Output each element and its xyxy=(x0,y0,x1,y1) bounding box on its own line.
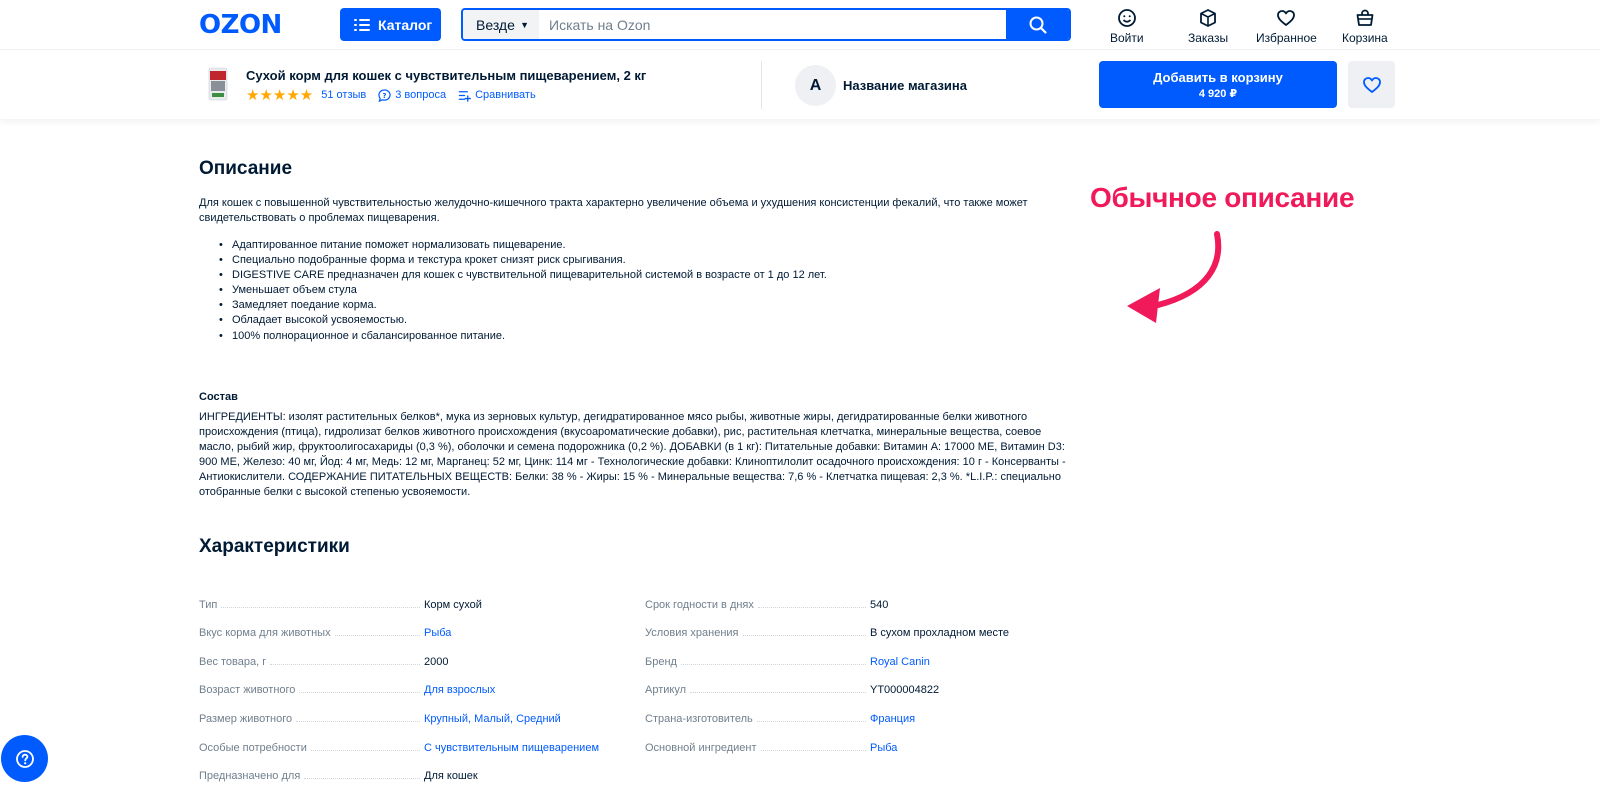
table-row xyxy=(199,611,599,640)
char-value: В сухом прохладном месте xyxy=(870,627,1010,640)
char-key: Предназначено для xyxy=(199,770,301,783)
nav-label: Заказы xyxy=(1188,31,1229,45)
dotted-leader xyxy=(296,721,420,722)
char-value: 540 xyxy=(870,598,889,611)
search-scope-value: Везде xyxy=(476,16,515,33)
question-circle-icon xyxy=(15,749,35,769)
composition-heading: Состав xyxy=(199,391,238,403)
list-icon xyxy=(354,18,370,32)
list-item: • 100% полнорационное и сбалансированное питание. xyxy=(219,329,1079,344)
questions-link[interactable] xyxy=(378,89,446,102)
bag-icon xyxy=(1355,8,1375,28)
heart-icon xyxy=(1362,75,1382,95)
divider xyxy=(761,61,762,109)
chevron-down-icon: ▼ xyxy=(520,19,529,30)
characteristics-left-column xyxy=(199,582,599,782)
dotted-leader xyxy=(758,607,866,608)
dotted-leader xyxy=(757,721,866,722)
char-value-link[interactable]: Рыба xyxy=(870,741,898,754)
catalog-button[interactable] xyxy=(340,8,441,41)
char-key: Страна-изготовитель xyxy=(645,712,753,725)
char-value: Для кошек xyxy=(424,770,478,783)
char-key: Вес товара, г xyxy=(199,655,267,668)
char-value-link[interactable]: Крупный, Малый, Средний xyxy=(424,712,561,725)
dotted-leader xyxy=(304,778,420,779)
svg-text:?: ? xyxy=(382,91,387,100)
dotted-leader xyxy=(311,750,420,751)
search-bar xyxy=(461,8,1071,41)
table-row xyxy=(645,639,1009,668)
site-header xyxy=(0,0,1600,50)
table-row xyxy=(645,611,1009,640)
char-key: Бренд xyxy=(645,655,677,668)
nav-cart[interactable] xyxy=(1342,8,1388,45)
characteristics-heading: Характеристики xyxy=(199,536,350,557)
rating-stars: ★★★★★ xyxy=(246,87,314,104)
price: 4 920 ₽ xyxy=(1198,87,1238,100)
ozon-logo[interactable]: OZON xyxy=(199,10,282,40)
dotted-leader xyxy=(299,692,420,693)
shop-name[interactable]: Название магазина xyxy=(843,78,967,93)
nav-orders[interactable] xyxy=(1188,8,1228,45)
list-item: • Уменьшает объем стула xyxy=(219,283,1079,298)
box-icon xyxy=(1198,8,1218,28)
search-button[interactable] xyxy=(1006,10,1069,39)
table-row xyxy=(199,639,599,668)
help-button[interactable] xyxy=(1,735,48,782)
char-key: Артикул xyxy=(645,684,687,697)
dotted-leader xyxy=(221,607,420,608)
char-key: Тип xyxy=(199,598,218,611)
nav-label: Войти xyxy=(1110,31,1144,45)
search-scope-select[interactable] xyxy=(463,10,539,39)
annotation-label: Обычное описание xyxy=(1090,182,1355,213)
add-to-favorites-button[interactable] xyxy=(1348,61,1395,108)
nav-favorites[interactable] xyxy=(1256,8,1317,45)
product-meta xyxy=(246,86,548,104)
dotted-leader xyxy=(270,664,420,665)
nav-label: Корзина xyxy=(1342,31,1388,45)
reviews-label: 51 отзыв xyxy=(321,89,367,101)
char-value-link[interactable]: С чувствительным пищеварением xyxy=(424,741,600,754)
list-item: • Замедляет поедание корма. xyxy=(219,298,1079,313)
product-thumbnail[interactable] xyxy=(208,67,228,101)
char-value-link[interactable]: Рыба xyxy=(424,627,452,640)
char-key: Возраст животного xyxy=(199,684,296,697)
dotted-leader xyxy=(690,692,866,693)
characteristics-right-column xyxy=(645,582,1009,754)
table-row xyxy=(199,696,599,725)
search-input[interactable] xyxy=(539,10,1006,39)
table-row xyxy=(645,696,1009,725)
dotted-leader xyxy=(335,635,420,636)
table-row xyxy=(645,725,1009,754)
composition-text: ИНГРЕДИЕНТЫ: изолят растительных белков*, мука из зерновых культур, дегидратированное мясо рыбы, животные жиры, дегидратированные белки животного происхождения (птица), гидролизат белков животного происхождения (вкусоароматические добавки), рис, растительная клетчатка, минеральные вещества, соевое масло, рыбий жир, фруктоолигосахариды (0,3 %), оболочки и семена подорожника (0,2 %). ДОБАВКИ (в 1 кг): Питательные добавки: Витамин A: 17000 МЕ, Витамин D3: 900 МЕ, Железо: 40 мг, Йод: 4 мг, Медь: 12 мг, Марганец: 52 мг, Цинк: 114 мг - Технологические добавки: Клиноптилолит осадочного происхождения: 10 г - Консерванты - Антиокислители. СОДЕРЖАНИЕ ПИТАТЕЛЬНЫХ ВЕЩЕСТВ: Белки: 38 % - Жиры: 15 % - Минеральные вещества: 7,6 % - Клетчатка пищевая: 2,3 %. *L.I.P.: специально отобранные белки с высокой степенью усвояемости. xyxy=(199,411,1066,499)
list-item: • Обладает высокой усвояемостью. xyxy=(219,313,1079,328)
list-item: • Адаптированное питание поможет нормализовать пищеварение. xyxy=(219,238,1079,253)
shop-avatar[interactable]: A xyxy=(795,65,836,106)
table-row xyxy=(645,582,1009,611)
compare-label: Сравнивать xyxy=(475,89,536,101)
compare-link[interactable] xyxy=(458,89,536,102)
catalog-label: Каталог xyxy=(378,16,433,33)
char-value: 2000 xyxy=(424,655,449,668)
add-to-cart-button[interactable] xyxy=(1099,61,1337,108)
dotted-leader xyxy=(761,750,866,751)
dotted-leader xyxy=(743,635,866,636)
user-icon xyxy=(1117,8,1137,28)
nav-login[interactable] xyxy=(1110,8,1144,45)
table-row xyxy=(199,754,599,783)
table-row xyxy=(199,582,599,611)
description-intro: Для кошек с повышенной чувствительностью желудочно-кишечного тракта характерно увеличение объема и ухудшения консистенции фекалий, что также может свидетельствовать о проблемах пищеварения. xyxy=(199,197,1028,224)
table-row xyxy=(199,668,599,697)
product-title: Сухой корм для кошек с чувствительным пищеварением, 2 кг xyxy=(246,68,647,83)
char-key: Вкус корма для животных xyxy=(199,627,331,640)
char-key: Условия хранения xyxy=(645,627,739,640)
question-bubble-icon xyxy=(378,89,391,102)
char-key: Основной ингредиент xyxy=(645,741,757,754)
list-item: • DIGESTIVE CARE предназначен для кошек с чувствительной пищеварительной системой в возрасте от 1 до 12 лет. xyxy=(219,268,1079,283)
reviews-link[interactable] xyxy=(321,89,366,101)
description-bullets xyxy=(219,238,1079,344)
annotation-arrow-icon xyxy=(1120,228,1230,328)
char-value-link[interactable]: Для взрослых xyxy=(424,684,496,697)
char-value: YT000004822 xyxy=(870,684,940,697)
dotted-leader xyxy=(681,664,866,665)
char-value-link[interactable]: Франция xyxy=(870,712,916,725)
questions-label: 3 вопроса xyxy=(395,89,447,101)
char-key: Срок годности в днях xyxy=(645,598,754,611)
description-heading: Описание xyxy=(199,158,293,179)
char-value-link[interactable]: Royal Canin xyxy=(870,655,930,668)
list-item: • Специально подобранные форма и текстура крокет снизят риск срыгивания. xyxy=(219,253,1079,268)
char-value: Корм сухой xyxy=(424,598,482,611)
nav-label: Избранное xyxy=(1256,31,1317,45)
char-key: Особые потребности xyxy=(199,741,307,754)
char-key: Размер животного xyxy=(199,712,293,725)
compare-icon xyxy=(458,89,471,102)
search-icon xyxy=(1029,16,1047,34)
add-to-cart-label: Добавить в корзину xyxy=(1153,69,1283,85)
table-row xyxy=(645,668,1009,697)
heart-icon xyxy=(1276,8,1296,28)
table-row xyxy=(199,725,599,754)
